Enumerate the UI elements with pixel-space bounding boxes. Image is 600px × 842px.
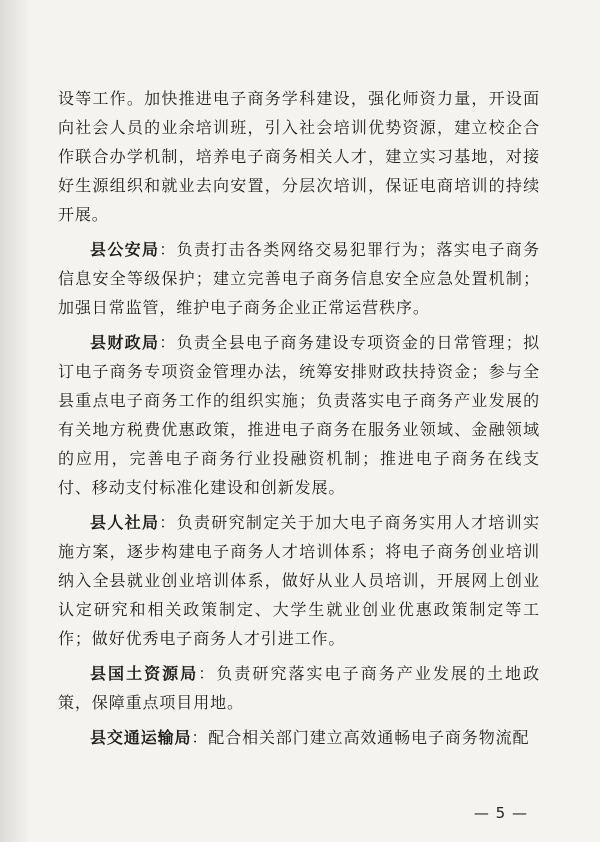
department-duties: ：负责打击各类网络交易犯罪行为；落实电子商务信息安全等级保护；建立完善电子商务信息安全应急处置机制；加强日常监管，维护电子商务企业正常运营秩序。 xyxy=(58,240,540,317)
department-duties: ：负责研究制定关于加大电子商务实用人才培训实施方案，逐步构建电子商务人才培训体系；将电子商务创业培训纳入全县就业创业培训体系，做好从业人员培训，开展网上创业认定研究和相关政策制定、大学生就业创业优惠政策制定等工作；做好优秀电子商务人才引进工作。 xyxy=(58,513,540,648)
document-body xyxy=(58,84,540,758)
section-human-resources xyxy=(58,508,540,653)
department-name: 县人社局 xyxy=(90,513,160,532)
department-name: 县公安局 xyxy=(90,240,160,259)
section-land-resources xyxy=(58,659,540,717)
department-name: 县财政局 xyxy=(90,333,160,352)
page-number: — 5 — xyxy=(473,804,528,822)
section-transport xyxy=(58,723,540,752)
department-duties: ：负责研究落实电子商务产业发展的土地政策，保障重点项目用地。 xyxy=(58,664,540,712)
page-edge-shadow xyxy=(0,0,30,842)
continuation-paragraph: 设等工作。加快推进电子商务学科建设，强化师资力量，开设面向社会人员的业余培训班，引入社会培训优势资源，建立校企合作联合办学机制，培养电子商务相关人才，建立实习基地，对接好生源组织和就业去向安置，分层次培训，保证电商培训的持续开展。 xyxy=(58,89,540,224)
department-name: 县交通运输局 xyxy=(90,728,192,747)
section-finance xyxy=(58,328,540,502)
section-public-security xyxy=(58,235,540,322)
department-name: 县国土资源局 xyxy=(90,664,199,683)
department-duties: ：负责全县电子商务建设专项资金的日常管理；拟订电子商务专项资金管理办法，统筹安排财政扶持资金；参与全县重点电子商务工作的组织实施；负责落实电子商务产业发展的有关地方税费优惠政策，推进电子商务在服务业领域、金融领域的应用，完善电子商务行业投融资机制；推进电子商务在线支付、移动支付标准化建设和创新发展。 xyxy=(58,333,540,497)
department-duties: ：配合相关部门建立高效通畅电子商务物流配 xyxy=(191,728,530,747)
